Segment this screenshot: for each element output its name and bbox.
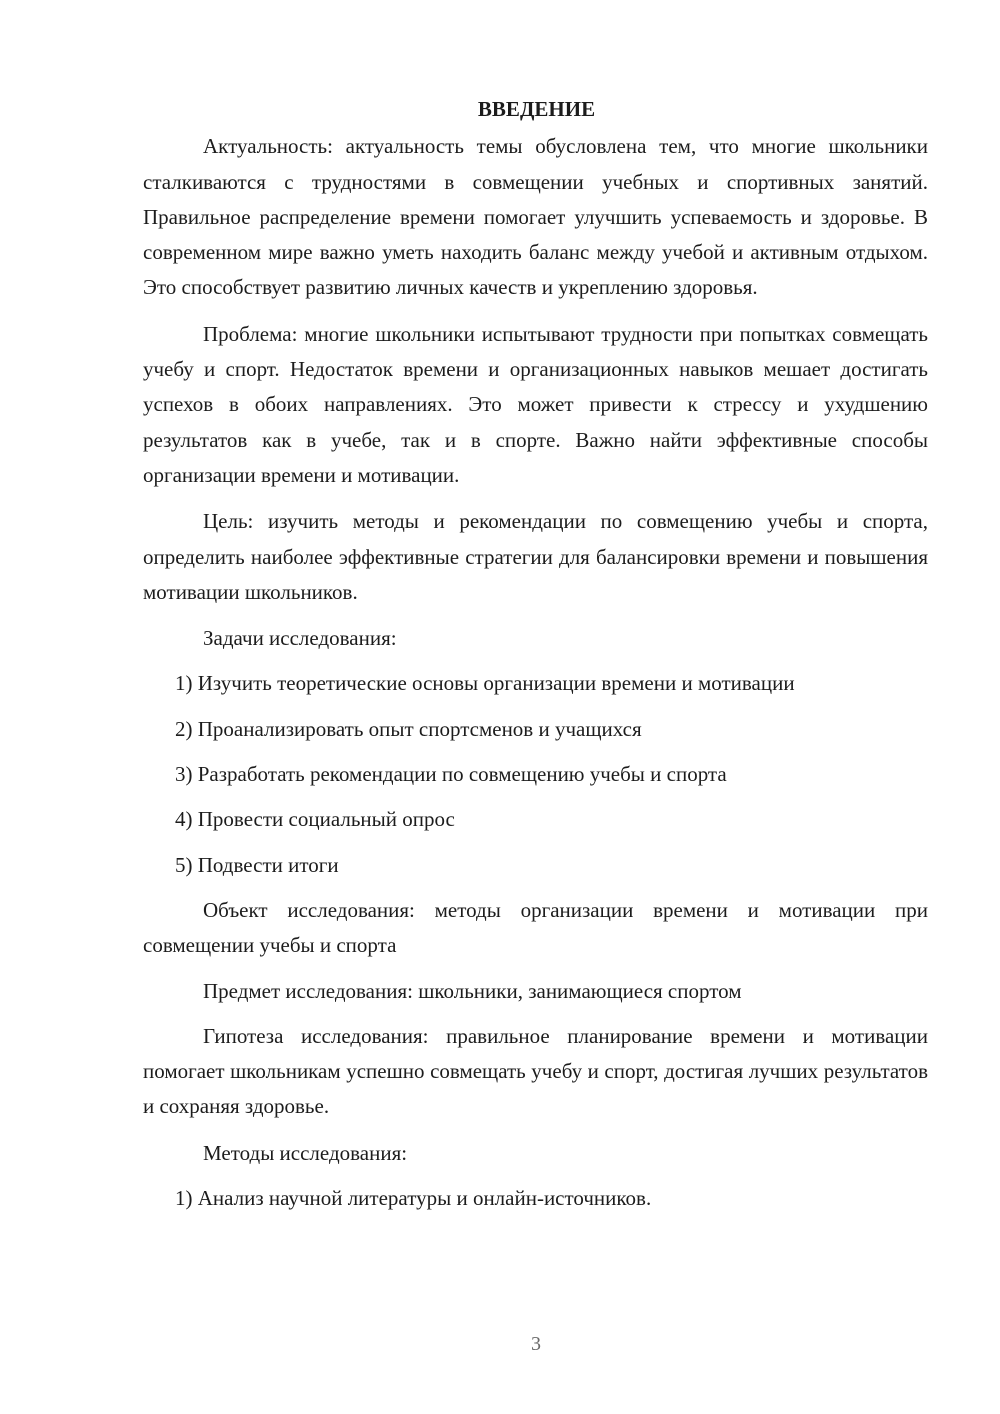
tasks-list bbox=[143, 666, 928, 882]
methods-list bbox=[143, 1181, 928, 1216]
list-item: 1) Анализ научной литературы и онлайн-источников. bbox=[175, 1186, 652, 1211]
list-item: 1) Изучить теоретические основы организации времени и мотивации bbox=[175, 671, 795, 696]
section-heading: ВВЕДЕНИЕ bbox=[477, 97, 596, 121]
methods-label: Методы исследования: bbox=[203, 1140, 408, 1165]
list-item: 3) Разработать рекомендации по совмещению учебы и спорта bbox=[175, 762, 727, 787]
document-page bbox=[143, 92, 928, 1226]
list-item: 5) Подвести итоги bbox=[175, 852, 339, 877]
page-number: 3 bbox=[531, 1333, 541, 1355]
hypothesis-paragraph: Гипотеза исследования: правильное планирование времени и мотивации помогает школьникам успешно совмещать учебу и спорт, достигая лучших результатов и сохраняя здоровье. bbox=[143, 1023, 928, 1119]
list-item: 2) Проанализировать опыт спортсменов и учащихся bbox=[175, 716, 642, 741]
object-paragraph: Объект исследования: методы организации времени и мотивации при совмещении учебы и спорта bbox=[143, 897, 928, 958]
subject-paragraph: Предмет исследования: школьники, занимающиеся спортом bbox=[203, 978, 742, 1003]
list-item: 4) Провести социальный опрос bbox=[175, 807, 455, 832]
relevance-paragraph: Актуальность: актуальность темы обусловлена тем, что многие школьники сталкиваются с трудностями в совмещении учебных и спортивных занятий. Правильное распределение времени помогает улучшить успеваемость и здоровье. В современном мире важно уметь находить баланс между учебой и активным отдыхом. Это способствует развитию личных качеств и укреплению здоровья. bbox=[143, 134, 928, 300]
problem-paragraph: Проблема: многие школьники испытывают трудности при попытках совмещать учебу и спорт. Недостаток времени и организационных навыков мешает достигать успехов в обоих направлениях. Это может привести к стрессу и ухудшению результатов как в учебе, так и в спорте. Важно найти эффективные способы организации времени и мотивации. bbox=[143, 321, 928, 487]
tasks-label: Задачи исследования: bbox=[203, 626, 397, 651]
goal-paragraph: Цель: изучить методы и рекомендации по совмещению учебы и спорта, определить наиболее эффективные стратегии для балансировки времени и повышения мотивации школьников. bbox=[143, 509, 928, 604]
